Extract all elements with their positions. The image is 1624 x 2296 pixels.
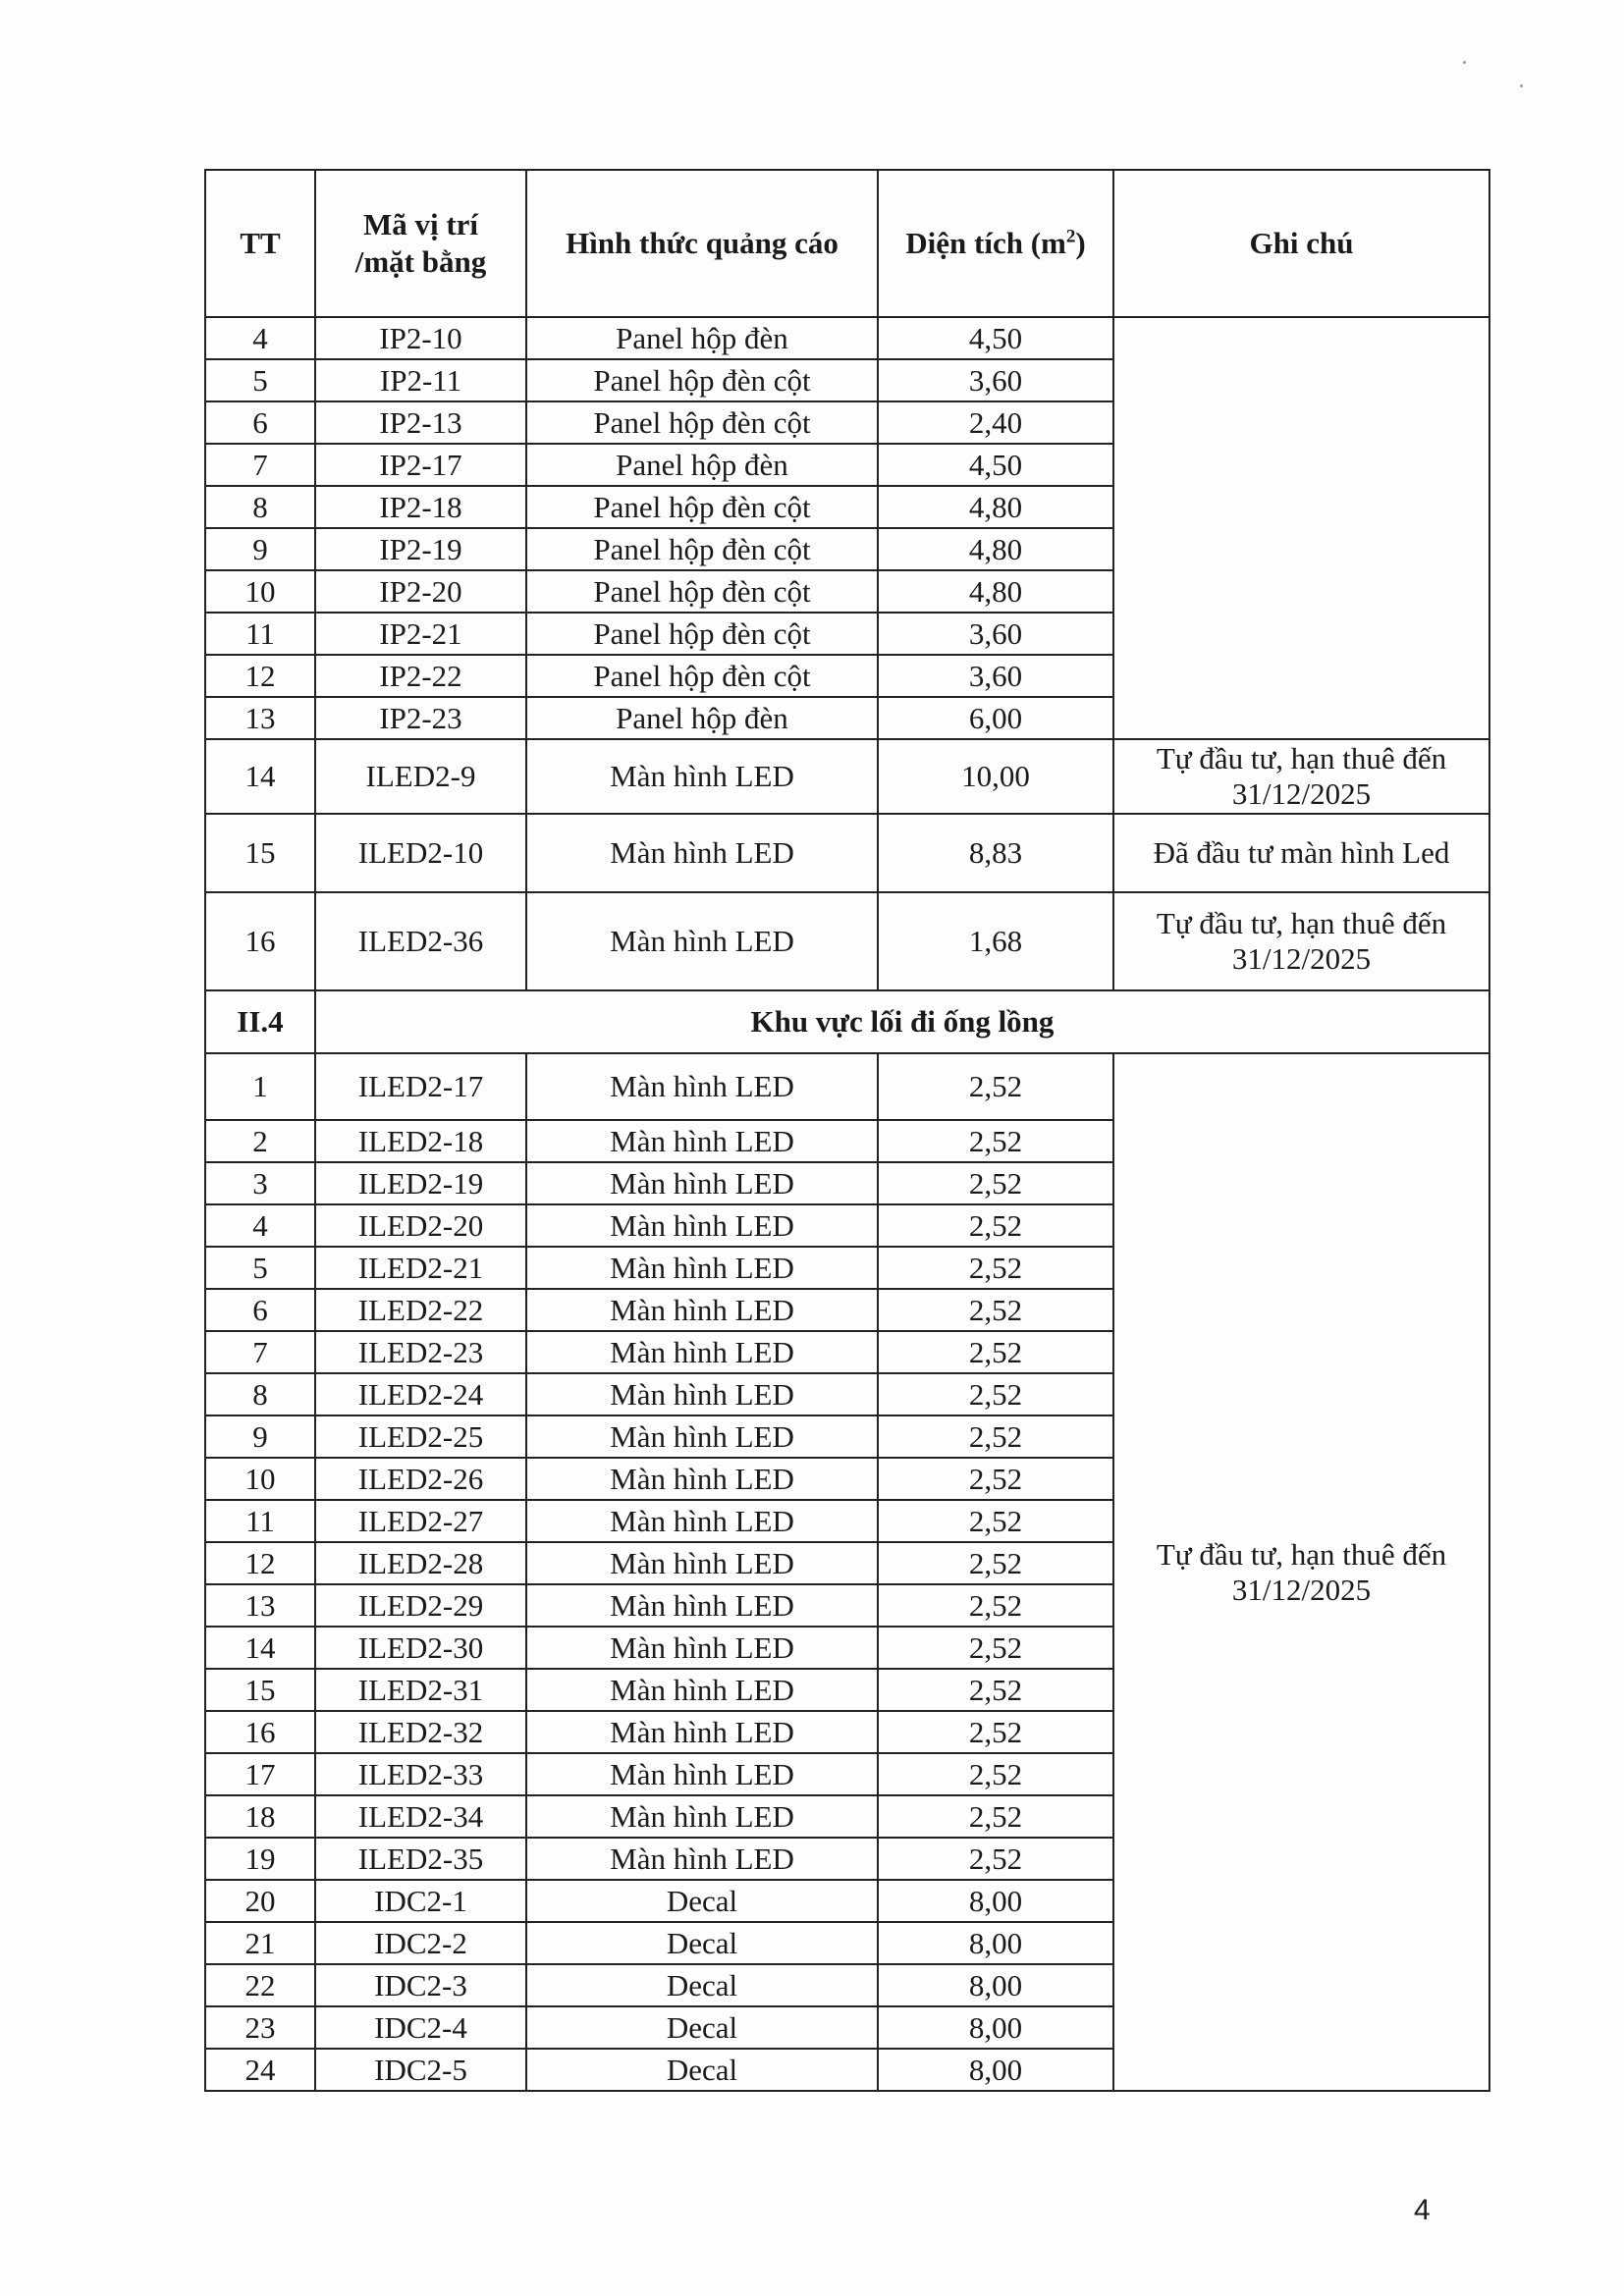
cell-ad-form: Decal [526,1922,878,1964]
cell-tt: 14 [205,1627,315,1669]
cell-location-code: ILED2-22 [315,1289,526,1331]
cell-tt: 7 [205,444,315,486]
cell-area: 3,60 [878,613,1113,655]
cell-area: 2,52 [878,1204,1113,1247]
cell-ad-form: Màn hình LED [526,1669,878,1711]
header-ad-form: Hình thức quảng cáo [526,170,878,317]
table-row [205,892,1489,990]
section-title: Khu vực lối đi ống lồng [315,990,1489,1053]
cell-tt: 13 [205,697,315,739]
cell-location-code: IDC2-4 [315,2006,526,2049]
table-header [205,170,1489,317]
cell-area: 2,52 [878,1247,1113,1289]
cell-location-code: IDC2-1 [315,1880,526,1922]
cell-location-code: IP2-22 [315,655,526,697]
cell-area: 3,60 [878,655,1113,697]
cell-area: 4,50 [878,444,1113,486]
table-row [205,1053,1489,1120]
cell-tt: 16 [205,1711,315,1753]
cell-ad-form: Panel hộp đèn cột [526,401,878,444]
cell-tt: 5 [205,359,315,401]
cell-location-code: IDC2-2 [315,1922,526,1964]
cell-tt: 20 [205,1880,315,1922]
table-body [205,317,1489,2091]
cell-area: 2,52 [878,1627,1113,1669]
cell-area: 4,50 [878,317,1113,359]
cell-location-code: ILED2-27 [315,1500,526,1542]
note-line2: 31/12/2025 [1231,1572,1372,1607]
cell-area: 2,52 [878,1331,1113,1373]
cell-location-code: IDC2-3 [315,1964,526,2006]
cell-location-code: ILED2-29 [315,1584,526,1627]
header-area-text: Diện tích (m [905,226,1066,260]
cell-ad-form: Decal [526,2049,878,2091]
cell-location-code: ILED2-9 [315,739,526,814]
cell-tt: 6 [205,401,315,444]
cell-location-code: IP2-13 [315,401,526,444]
cell-location-code: IP2-11 [315,359,526,401]
cell-ad-form: Màn hình LED [526,1247,878,1289]
cell-area: 2,52 [878,1795,1113,1838]
cell-location-code: ILED2-28 [315,1542,526,1584]
table-row [205,317,1489,359]
cell-tt: 12 [205,1542,315,1584]
cell-location-code: ILED2-32 [315,1711,526,1753]
header-location-code [315,170,526,317]
cell-area: 10,00 [878,739,1113,814]
cell-tt: 3 [205,1162,315,1204]
cell-location-code: IP2-17 [315,444,526,486]
cell-ad-form: Decal [526,1964,878,2006]
cell-tt: 10 [205,1458,315,1500]
cell-ad-form: Màn hình LED [526,1838,878,1880]
cell-tt: 16 [205,892,315,990]
cell-tt: 23 [205,2006,315,2049]
table-row [205,739,1489,814]
cell-area: 6,00 [878,697,1113,739]
cell-ad-form: Màn hình LED [526,892,878,990]
cell-tt: 10 [205,570,315,613]
cell-location-code: ILED2-30 [315,1627,526,1669]
advertising-locations-table [204,169,1490,2092]
header-code-line2: /mặt bằng [354,244,487,279]
cell-location-code: ILED2-25 [315,1415,526,1458]
section-row [205,990,1489,1053]
cell-area: 2,52 [878,1120,1113,1162]
cell-note: Tự đầu tư, hạn thuê đến 31/12/2025 [1113,739,1489,814]
cell-location-code: ILED2-20 [315,1204,526,1247]
cell-ad-form: Decal [526,2006,878,2049]
cell-location-code: ILED2-33 [315,1753,526,1795]
cell-location-code: ILED2-34 [315,1795,526,1838]
header-area-suffix: ) [1075,226,1086,260]
header-area-sup: 2 [1065,226,1076,247]
page-number: 4 [1414,2194,1431,2226]
cell-tt: 22 [205,1964,315,2006]
cell-tt: 17 [205,1753,315,1795]
cell-tt: 1 [205,1053,315,1120]
cell-note-merged [1113,317,1489,739]
cell-ad-form: Màn hình LED [526,1373,878,1415]
cell-tt: 8 [205,1373,315,1415]
cell-ad-form: Màn hình LED [526,1753,878,1795]
cell-area: 8,00 [878,1922,1113,1964]
cell-ad-form: Màn hình LED [526,1120,878,1162]
cell-ad-form: Màn hình LED [526,1542,878,1584]
cell-location-code: ILED2-31 [315,1669,526,1711]
cell-area: 2,52 [878,1669,1113,1711]
cell-ad-form: Màn hình LED [526,1458,878,1500]
cell-ad-form: Panel hộp đèn cột [526,655,878,697]
cell-ad-form: Màn hình LED [526,739,878,814]
cell-tt: 21 [205,1922,315,1964]
cell-ad-form: Màn hình LED [526,1162,878,1204]
cell-location-code: ILED2-35 [315,1838,526,1880]
cell-tt: 19 [205,1838,315,1880]
cell-ad-form: Màn hình LED [526,1331,878,1373]
cell-ad-form: Panel hộp đèn cột [526,528,878,570]
cell-area: 3,60 [878,359,1113,401]
cell-tt: 4 [205,1204,315,1247]
cell-area: 2,52 [878,1373,1113,1415]
cell-area: 2,52 [878,1584,1113,1627]
cell-area: 8,00 [878,1964,1113,2006]
header-note: Ghi chú [1113,170,1489,317]
cell-ad-form: Màn hình LED [526,1289,878,1331]
cell-ad-form: Màn hình LED [526,1627,878,1669]
cell-area: 2,52 [878,1500,1113,1542]
cell-location-code: ILED2-26 [315,1458,526,1500]
cell-ad-form: Màn hình LED [526,1415,878,1458]
header-code-line1: Mã vị trí [362,207,479,241]
cell-tt: 9 [205,528,315,570]
cell-area: 2,52 [878,1711,1113,1753]
cell-location-code: ILED2-21 [315,1247,526,1289]
cell-tt: 11 [205,613,315,655]
cell-note-merged [1113,1053,1489,2091]
cell-ad-form: Panel hộp đèn cột [526,613,878,655]
cell-ad-form: Màn hình LED [526,1795,878,1838]
note-line1: Tự đầu tư, hạn thuê đến [1156,1536,1447,1572]
cell-ad-form: Panel hộp đèn [526,317,878,359]
table-row [205,814,1489,892]
cell-location-code: IP2-10 [315,317,526,359]
cell-ad-form: Màn hình LED [526,1711,878,1753]
cell-ad-form: Decal [526,1880,878,1922]
cell-location-code: IP2-18 [315,486,526,528]
cell-location-code: ILED2-10 [315,814,526,892]
cell-tt: 15 [205,814,315,892]
section-code: II.4 [205,990,315,1053]
cell-location-code: IDC2-5 [315,2049,526,2091]
cell-area: 8,00 [878,1880,1113,1922]
cell-location-code: IP2-21 [315,613,526,655]
cell-note: Tự đầu tư, hạn thuê đến 31/12/2025 [1113,892,1489,990]
cell-area: 2,52 [878,1542,1113,1584]
cell-tt: 24 [205,2049,315,2091]
cell-ad-form: Màn hình LED [526,814,878,892]
cell-tt: 13 [205,1584,315,1627]
cell-area: 2,40 [878,401,1113,444]
cell-ad-form: Màn hình LED [526,1500,878,1542]
cell-ad-form: Màn hình LED [526,1053,878,1120]
cell-tt: 4 [205,317,315,359]
cell-ad-form: Panel hộp đèn cột [526,486,878,528]
cell-location-code: IP2-20 [315,570,526,613]
scan-speck [1463,61,1466,64]
cell-area: 2,52 [878,1458,1113,1500]
cell-location-code: ILED2-36 [315,892,526,990]
cell-ad-form: Màn hình LED [526,1584,878,1627]
cell-area: 2,52 [878,1753,1113,1795]
cell-area: 1,68 [878,892,1113,990]
cell-location-code: ILED2-17 [315,1053,526,1120]
cell-tt: 9 [205,1415,315,1458]
cell-tt: 2 [205,1120,315,1162]
cell-location-code: IP2-19 [315,528,526,570]
cell-area: 4,80 [878,486,1113,528]
header-area [878,170,1113,317]
cell-tt: 6 [205,1289,315,1331]
cell-area: 4,80 [878,528,1113,570]
cell-tt: 8 [205,486,315,528]
cell-tt: 5 [205,1247,315,1289]
cell-location-code: ILED2-18 [315,1120,526,1162]
cell-ad-form: Panel hộp đèn cột [526,570,878,613]
cell-area: 2,52 [878,1162,1113,1204]
cell-ad-form: Panel hộp đèn cột [526,359,878,401]
cell-tt: 14 [205,739,315,814]
cell-location-code: ILED2-24 [315,1373,526,1415]
cell-tt: 7 [205,1331,315,1373]
cell-area: 4,80 [878,570,1113,613]
cell-area: 8,00 [878,2049,1113,2091]
cell-tt: 11 [205,1500,315,1542]
cell-area: 2,52 [878,1838,1113,1880]
cell-tt: 18 [205,1795,315,1838]
cell-ad-form: Panel hộp đèn [526,697,878,739]
header-tt: TT [205,170,315,317]
cell-area: 2,52 [878,1415,1113,1458]
cell-area: 8,83 [878,814,1113,892]
cell-area: 2,52 [878,1053,1113,1120]
cell-area: 2,52 [878,1289,1113,1331]
cell-location-code: ILED2-19 [315,1162,526,1204]
cell-note: Đã đầu tư màn hình Led [1113,814,1489,892]
cell-area: 8,00 [878,2006,1113,2049]
cell-location-code: ILED2-23 [315,1331,526,1373]
cell-ad-form: Màn hình LED [526,1204,878,1247]
scan-speck [1520,84,1523,87]
cell-tt: 15 [205,1669,315,1711]
cell-tt: 12 [205,655,315,697]
cell-location-code: IP2-23 [315,697,526,739]
cell-ad-form: Panel hộp đèn [526,444,878,486]
